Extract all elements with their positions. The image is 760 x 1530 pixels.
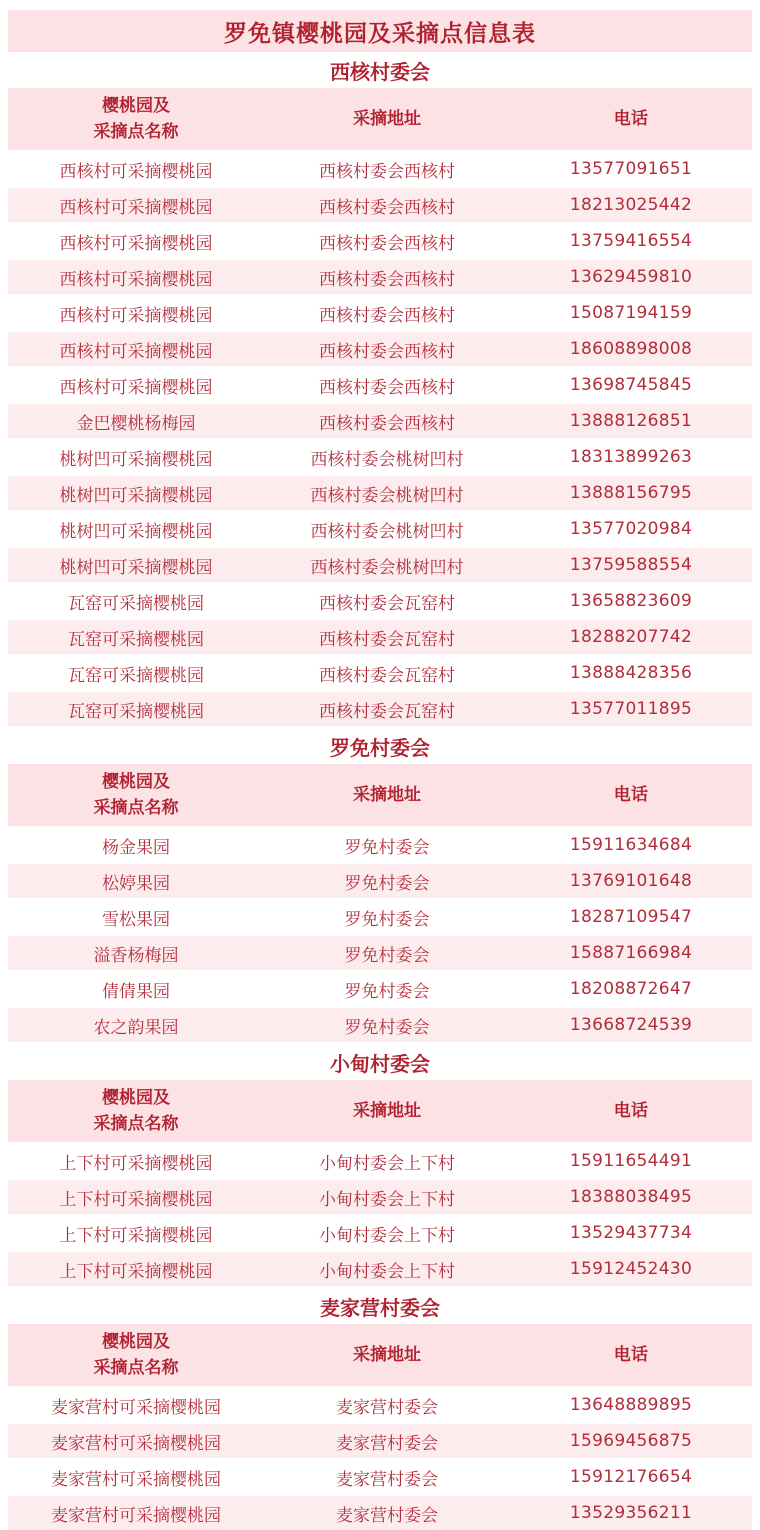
orchard-name: 桃树凹可采摘樱桃园: [59, 521, 213, 542]
table-row: [8, 224, 752, 258]
orchard-name: 瓦窑可采摘樱桃园: [68, 593, 204, 614]
header-name-line2: 采摘点名称: [93, 1114, 179, 1134]
pick-address: 麦家营村委会: [336, 1433, 438, 1454]
orchard-name: 上下村可采摘樱桃园: [59, 1189, 213, 1210]
header-name-line1: 樱桃园及: [102, 772, 170, 792]
orchard-name: 麦家营村可采摘樱桃园: [51, 1397, 221, 1418]
table-row: [8, 656, 752, 690]
phone-number[interactable]: 15911634684: [569, 835, 693, 855]
orchard-name: 金巴樱桃杨梅园: [76, 413, 196, 434]
table-row: [8, 404, 752, 438]
header-name-line2: 采摘点名称: [93, 122, 179, 142]
phone-number[interactable]: 13698745845: [569, 375, 693, 395]
phone-number[interactable]: 13668724539: [569, 1015, 693, 1035]
orchard-name: 西核村可采摘樱桃园: [59, 377, 213, 398]
phone-number[interactable]: 18213025442: [569, 195, 693, 215]
pick-address: 麦家营村委会: [336, 1469, 438, 1490]
table-header: [8, 1324, 752, 1386]
table-row: [8, 1252, 752, 1286]
page-title: 罗免镇樱桃园及采摘点信息表: [8, 10, 752, 52]
orchard-name: 麦家营村可采摘樱桃园: [51, 1505, 221, 1526]
header-name: [8, 764, 264, 826]
phone-number[interactable]: 15912452430: [569, 1259, 693, 1279]
pick-address: 小甸村委会上下村: [319, 1153, 455, 1174]
orchard-name: 上下村可采摘樱桃园: [59, 1261, 213, 1282]
orchard-name: 西核村可采摘樱桃园: [59, 305, 213, 326]
phone-number[interactable]: 15087194159: [569, 303, 693, 323]
header-address: 采摘地址: [353, 1345, 421, 1365]
table-row: [8, 1496, 752, 1530]
pick-address: 罗免村委会: [344, 945, 430, 966]
orchard-name: 农之韵果园: [93, 1017, 179, 1038]
orchard-name: 西核村可采摘樱桃园: [59, 269, 213, 290]
phone-number[interactable]: 13577011895: [569, 699, 693, 719]
pick-address: 西核村委会桃树凹村: [310, 485, 464, 506]
pick-address: 小甸村委会上下村: [319, 1189, 455, 1210]
pick-address: 西核村委会西核村: [319, 161, 455, 182]
header-phone: 电话: [613, 1345, 649, 1365]
phone-number[interactable]: 15969456875: [569, 1431, 693, 1451]
table-header: [8, 764, 752, 826]
table-row: [8, 864, 752, 898]
pick-address: 小甸村委会上下村: [319, 1225, 455, 1246]
pick-address: 罗免村委会: [344, 981, 430, 1002]
pick-address: 西核村委会西核村: [319, 341, 455, 362]
pick-address: 罗免村委会: [344, 873, 430, 894]
pick-address: 麦家营村委会: [336, 1505, 438, 1526]
phone-number[interactable]: 13629459810: [569, 267, 693, 287]
table-row: [8, 1388, 752, 1422]
table-row: [8, 512, 752, 546]
table-row: [8, 440, 752, 474]
table-row: [8, 1144, 752, 1178]
orchard-name: 松婷果园: [102, 873, 170, 894]
pick-address: 罗免村委会: [344, 909, 430, 930]
pick-address: 西核村委会西核村: [319, 233, 455, 254]
table-row: [8, 152, 752, 186]
orchard-name: 麦家营村可采摘樱桃园: [51, 1469, 221, 1490]
section-title: 麦家营村委会: [320, 1295, 440, 1320]
orchard-name: 瓦窑可采摘樱桃园: [68, 665, 204, 686]
table-row: [8, 1180, 752, 1214]
pick-address: 麦家营村委会: [336, 1397, 438, 1418]
table-header: [8, 88, 752, 150]
phone-number[interactable]: 18608898008: [569, 339, 693, 359]
header-address: 采摘地址: [353, 109, 421, 129]
pick-address: 西核村委会桃树凹村: [310, 449, 464, 470]
header-phone: 电话: [613, 785, 649, 805]
table-row: [8, 620, 752, 654]
orchard-name: 溢香杨梅园: [93, 945, 179, 966]
table-row: [8, 332, 752, 366]
table-row: [8, 584, 752, 618]
phone-number[interactable]: 13888428356: [569, 663, 693, 683]
phone-number[interactable]: 18288207742: [569, 627, 693, 647]
pick-address: 西核村委会西核村: [319, 305, 455, 326]
header-name: [8, 1080, 264, 1142]
phone-number[interactable]: 13888126851: [569, 411, 693, 431]
table-row: [8, 188, 752, 222]
header-name-line2: 采摘点名称: [93, 1358, 179, 1378]
table-row: [8, 972, 752, 1006]
header-address: 采摘地址: [353, 1101, 421, 1121]
orchard-name: 西核村可采摘樱桃园: [59, 161, 213, 182]
header-name: [8, 88, 264, 150]
table-row: [8, 296, 752, 330]
phone-number[interactable]: 13577020984: [569, 519, 693, 539]
orchard-name: 西核村可采摘樱桃园: [59, 197, 213, 218]
orchard-name: 倩倩果园: [102, 981, 170, 1002]
phone-number[interactable]: 13577091651: [569, 159, 693, 179]
phone-number[interactable]: 13759588554: [569, 555, 693, 575]
header-phone: 电话: [613, 109, 649, 129]
pick-address: 西核村委会西核村: [319, 197, 455, 218]
pick-address: 西核村委会西核村: [319, 269, 455, 290]
table-row: [8, 1424, 752, 1458]
phone-number[interactable]: 18287109547: [569, 907, 693, 927]
section-title: 小甸村委会: [330, 1051, 430, 1076]
phone-number[interactable]: 13529356211: [569, 1503, 693, 1523]
orchard-name: 西核村可采摘樱桃园: [59, 341, 213, 362]
phone-number[interactable]: 18208872647: [569, 979, 693, 999]
phone-number[interactable]: 15912176654: [569, 1467, 693, 1487]
section-title: 西核村委会: [330, 59, 430, 84]
phone-number[interactable]: 18388038495: [569, 1187, 693, 1207]
table-header: [8, 1080, 752, 1142]
header-address: 采摘地址: [353, 785, 421, 805]
pick-address: 西核村委会瓦窑村: [319, 593, 455, 614]
phone-number[interactable]: 13769101648: [569, 871, 693, 891]
pick-address: 西核村委会西核村: [319, 413, 455, 434]
table-row: [8, 900, 752, 934]
header-name-line1: 樱桃园及: [102, 1088, 170, 1108]
table-row: [8, 936, 752, 970]
orchard-name: 桃树凹可采摘樱桃园: [59, 485, 213, 506]
table-row: [8, 260, 752, 294]
table-row: [8, 692, 752, 726]
pick-address: 西核村委会瓦窑村: [319, 701, 455, 722]
phone-number[interactable]: 15887166984: [569, 943, 693, 963]
phone-number[interactable]: 15911654491: [569, 1151, 693, 1171]
section-title: 罗免村委会: [330, 735, 430, 760]
table-row: [8, 548, 752, 582]
orchard-name: 杨金果园: [102, 837, 170, 858]
pick-address: 西核村委会桃树凹村: [310, 521, 464, 542]
pick-address: 西核村委会瓦窑村: [319, 629, 455, 650]
phone-number[interactable]: 13529437734: [569, 1223, 693, 1243]
phone-number[interactable]: 13888156795: [569, 483, 693, 503]
table-row: [8, 368, 752, 402]
header-name: [8, 1324, 264, 1386]
table-row: [8, 476, 752, 510]
table-row: [8, 1460, 752, 1494]
pick-address: 罗免村委会: [344, 837, 430, 858]
header-name-line1: 樱桃园及: [102, 1332, 170, 1352]
orchard-name: 上下村可采摘樱桃园: [59, 1153, 213, 1174]
pick-address: 西核村委会桃树凹村: [310, 557, 464, 578]
orchard-name: 桃树凹可采摘樱桃园: [59, 449, 213, 470]
orchard-name: 瓦窑可采摘樱桃园: [68, 629, 204, 650]
pick-address: 西核村委会瓦窑村: [319, 665, 455, 686]
pick-address: 罗免村委会: [344, 1017, 430, 1038]
header-phone: 电话: [613, 1101, 649, 1121]
orchard-name: 瓦窑可采摘樱桃园: [68, 701, 204, 722]
orchard-name: 上下村可采摘樱桃园: [59, 1225, 213, 1246]
header-name-line1: 樱桃园及: [102, 96, 170, 116]
header-name-line2: 采摘点名称: [93, 798, 179, 818]
pick-address: 西核村委会西核村: [319, 377, 455, 398]
phone-number[interactable]: 18313899263: [569, 447, 693, 467]
phone-number[interactable]: 13648889895: [569, 1395, 693, 1415]
table-row: [8, 1008, 752, 1042]
table-row: [8, 828, 752, 862]
pick-address: 小甸村委会上下村: [319, 1261, 455, 1282]
phone-number[interactable]: 13759416554: [569, 231, 693, 251]
table-row: [8, 1216, 752, 1250]
orchard-name: 麦家营村可采摘樱桃园: [51, 1433, 221, 1454]
orchard-name: 桃树凹可采摘樱桃园: [59, 557, 213, 578]
phone-number[interactable]: 13658823609: [569, 591, 693, 611]
orchard-name: 西核村可采摘樱桃园: [59, 233, 213, 254]
orchard-name: 雪松果园: [102, 909, 170, 930]
